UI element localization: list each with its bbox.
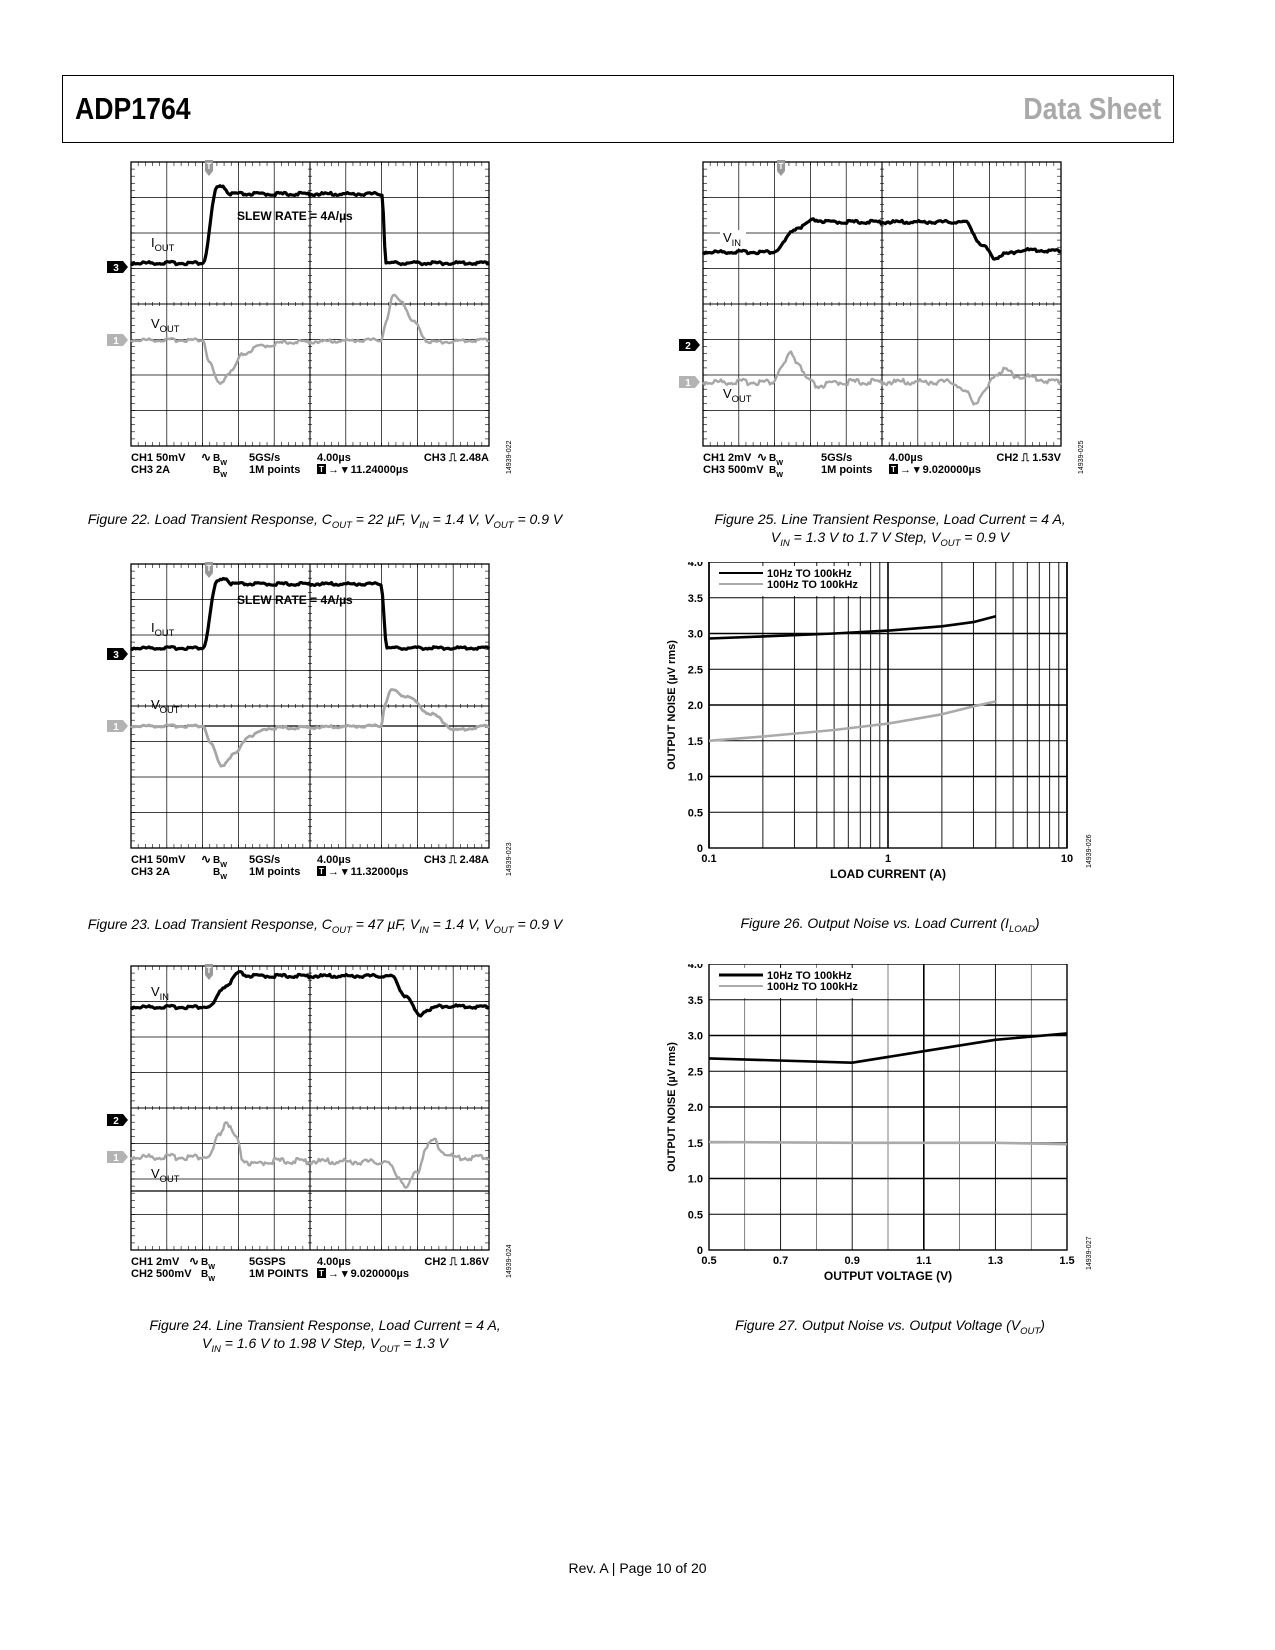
scope-plot — [677, 158, 1097, 488]
trigger-position-glyph: T — [319, 867, 324, 876]
caption-sub: IN — [211, 1343, 221, 1355]
y-tick-label: 4.0 — [687, 562, 703, 569]
series-line — [709, 616, 996, 638]
label-main: I — [151, 620, 155, 635]
label-main: V — [151, 984, 160, 999]
trigger-delay: → ▾ 9.020000µs — [328, 1268, 409, 1280]
channel-marker-number: 1 — [113, 1153, 119, 1164]
scope-grid-group — [703, 160, 1061, 446]
label-sub: OUT — [159, 705, 180, 715]
legend-entry: 100Hz TO 100kHz — [767, 579, 858, 591]
y-tick-label: 4.0 — [687, 964, 703, 971]
channel-2-setting: CH3 2A — [131, 866, 171, 878]
y-tick-label: 2.5 — [687, 664, 703, 677]
caption-sub: IN — [780, 537, 790, 549]
figure-24-scope — [105, 962, 525, 1297]
trigger-marker-glyph: T — [206, 564, 212, 573]
caption-sub: OUT — [1020, 1325, 1041, 1337]
caption-text: V — [770, 529, 781, 545]
trigger-setting: CH2 ⎍ 1.53V — [996, 452, 1061, 464]
trigger-position-glyph: T — [319, 465, 324, 474]
caption-sub: OUT — [493, 924, 514, 936]
x-tick-label: 10 — [1060, 853, 1074, 865]
page-header — [62, 75, 1174, 143]
y-tick-label: 2.0 — [687, 700, 703, 712]
figure-25-caption — [660, 510, 1120, 553]
trigger-marker-glyph: T — [778, 162, 784, 171]
y-tick-label: 0.5 — [687, 807, 703, 820]
channel-marker-number: 2 — [113, 1116, 119, 1127]
caption-text: = 1.3 V — [399, 1335, 448, 1351]
caption-text: Figure 26. Output Noise vs. Load Current (I — [740, 915, 1009, 931]
caption-text: Figure 23. Load Transient Response, C — [87, 916, 332, 932]
figure-26-chart — [665, 562, 1125, 907]
channel-marker-number: 1 — [685, 378, 691, 389]
caption-sub: OUT — [331, 519, 352, 531]
y-tick-label: 3.0 — [687, 628, 703, 641]
caption-line — [80, 1334, 570, 1359]
figure-23-caption — [80, 915, 570, 940]
y-tick-label: 1.0 — [687, 771, 703, 784]
product-name: ADP1764 — [75, 91, 191, 126]
scope-plot — [105, 962, 525, 1292]
label-main: V — [151, 1166, 160, 1181]
y-tick-label: 2.0 — [687, 1102, 703, 1114]
label-sub: W — [220, 872, 228, 881]
legend-entry: 10Hz TO 100kHz — [767, 970, 852, 982]
bandwidth-label — [213, 867, 227, 881]
x-tick-label: 0.5 — [701, 1255, 717, 1267]
slew-rate-annotation: SLEW RATE = 4A/µs — [237, 593, 353, 607]
figure-26-caption — [660, 914, 1120, 939]
x-tick-label: 1.5 — [1059, 1255, 1075, 1267]
y-tick-label: 2.5 — [687, 1066, 703, 1079]
sample-rate: 5GS/s — [821, 452, 853, 464]
channel-marker-number: 1 — [113, 722, 119, 733]
upper-trace-label — [151, 620, 175, 638]
caption-sub: OUT — [940, 537, 961, 549]
y-tick-label: 1.5 — [687, 1137, 703, 1150]
trigger-arrow-icon — [205, 573, 213, 578]
caption-text: = 1.3 V to 1.7 V Step, V — [789, 529, 941, 545]
label-sub: W — [208, 1274, 216, 1283]
label-sub: OUT — [159, 324, 180, 334]
series-line — [709, 1142, 1067, 1144]
figure-code: 14939-027 — [1086, 1236, 1093, 1270]
figure-code: 14939-025 — [1078, 440, 1085, 474]
record-length: 1M points — [249, 866, 301, 878]
y-tick-label: 0 — [696, 843, 703, 855]
label-main: B — [213, 465, 221, 476]
timebase: 4.00µs — [317, 854, 351, 866]
caption-sub: OUT — [493, 519, 514, 531]
lower-trace-label — [151, 316, 180, 334]
lower-trace-label — [151, 697, 180, 715]
bandwidth-icon: ∿ — [201, 450, 212, 464]
label-sub: W — [220, 458, 228, 467]
timebase: 4.00µs — [317, 1256, 351, 1268]
scope-grid-group — [131, 964, 489, 1250]
bandwidth-icon: ∿ — [757, 450, 768, 464]
y-tick-label: 3.5 — [687, 592, 703, 605]
plot-area — [709, 562, 1067, 848]
noise-chart — [665, 562, 1125, 902]
page-footer: Rev. A | Page 10 of 20 — [568, 1560, 707, 1576]
record-length: 1M points — [821, 464, 873, 476]
x-axis-title: OUTPUT VOLTAGE (V) — [823, 1269, 953, 1283]
label-main: B — [213, 855, 221, 866]
label-sub: OUT — [154, 243, 175, 253]
channel-1-setting: CH1 50mV — [131, 452, 186, 464]
y-tick-label: 3.0 — [687, 1030, 703, 1043]
y-axis-title: OUTPUT NOISE (µV rms) — [666, 640, 678, 770]
label-main: V — [151, 316, 160, 331]
label-sub: W — [776, 458, 784, 467]
channel-1-setting: CH1 50mV — [131, 854, 186, 866]
scope-plot — [105, 560, 525, 890]
channel-1-setting: CH1 2mV — [131, 1256, 180, 1268]
label-sub: W — [776, 470, 784, 479]
figure-27-chart — [665, 964, 1125, 1309]
channel-marker-number: 1 — [113, 336, 119, 347]
x-tick-label: 0.7 — [772, 1255, 789, 1267]
label-main: V — [723, 230, 732, 245]
caption-text: = 0.9 V — [960, 529, 1010, 545]
channel-1-setting: CH1 2mV — [703, 452, 752, 464]
caption-text: ) — [1040, 1317, 1045, 1333]
y-tick-label: 0 — [696, 1245, 703, 1257]
label-main: B — [201, 1257, 209, 1268]
label-sub: OUT — [731, 394, 752, 404]
x-tick-label: 1.3 — [987, 1255, 1004, 1267]
channel-2-setting: CH3 500mV — [703, 464, 764, 476]
figure-27-caption — [660, 1316, 1120, 1341]
y-tick-label: 3.5 — [687, 994, 703, 1007]
figure-22-scope — [105, 158, 525, 493]
figure-code: 14939-022 — [506, 440, 513, 474]
upper-trace-label — [151, 235, 175, 253]
caption-text: = 1.6 V to 1.98 V Step, V — [220, 1335, 380, 1351]
bandwidth-icon: ∿ — [201, 852, 212, 866]
timebase: 4.00µs — [317, 452, 351, 464]
caption-text: Figure 27. Output Noise vs. Output Voltage (V — [735, 1317, 1021, 1333]
label-main: B — [213, 453, 221, 464]
caption-text: Figure 22. Load Transient Response, C — [87, 511, 332, 527]
bandwidth-label — [769, 465, 783, 479]
y-axis-title: OUTPUT NOISE (µV rms) — [666, 1042, 678, 1172]
trigger-arrow-icon — [205, 975, 213, 980]
caption-text: = 1.4 V, V — [428, 916, 494, 932]
trigger-arrow-icon — [205, 171, 213, 176]
noise-chart — [665, 964, 1125, 1304]
caption-sub: IN — [419, 924, 429, 936]
bandwidth-label — [213, 465, 227, 479]
label-main: B — [213, 867, 221, 878]
label-main: V — [723, 386, 732, 401]
caption-line: Figure 24. Line Transient Response, Load Current = 4 A, — [149, 1317, 501, 1333]
caption-text: V — [202, 1335, 212, 1351]
x-tick-label: 1.1 — [916, 1255, 932, 1267]
label-sub: IN — [731, 238, 742, 248]
figure-25-scope — [677, 158, 1097, 493]
trigger-delay: → ▾ 11.32000µs — [328, 866, 409, 878]
lower-trace-label — [151, 1166, 180, 1184]
y-tick-label: 1.0 — [687, 1173, 703, 1186]
y-tick-label: 1.5 — [687, 735, 703, 748]
trigger-setting: CH3 ⎍ 2.48A — [423, 854, 489, 866]
sample-rate: 5GSPS — [249, 1256, 286, 1268]
figure-24-caption — [80, 1316, 570, 1359]
plot-area — [709, 964, 1067, 1250]
trigger-setting: CH3 ⎍ 2.48A — [423, 452, 489, 464]
caption-text: ) — [1034, 915, 1040, 931]
caption-sub: IN — [419, 519, 429, 531]
y-tick-label: 0.5 — [687, 1209, 703, 1222]
trigger-marker-glyph: T — [206, 162, 212, 171]
label-sub: W — [208, 1262, 216, 1271]
trigger-arrow-icon — [777, 171, 785, 176]
caption-text: = 1.4 V, V — [428, 511, 494, 527]
label-sub: IN — [159, 992, 170, 1002]
label-sub: OUT — [159, 1174, 180, 1184]
legend-entry: 10Hz TO 100kHz — [767, 568, 852, 580]
label-sub: W — [220, 470, 228, 479]
figure-code: 14939-023 — [506, 842, 513, 876]
trigger-position-glyph: T — [891, 465, 896, 474]
x-tick-label: 0.1 — [701, 853, 717, 865]
caption-sub: OUT — [379, 1343, 400, 1355]
x-axis-title: LOAD CURRENT (A) — [830, 867, 946, 881]
channel-2-setting: CH3 2A — [131, 464, 171, 476]
bandwidth-label — [201, 1269, 215, 1283]
label-sub: W — [220, 860, 228, 869]
label-main: I — [151, 235, 155, 250]
figure-code: 14939-026 — [1086, 834, 1093, 868]
series-line — [709, 701, 996, 740]
x-tick-label: 0.9 — [844, 1255, 860, 1267]
channel-marker-number: 3 — [113, 650, 119, 661]
figure-23-scope — [105, 560, 525, 895]
scope-grid-group — [131, 160, 489, 446]
caption-sub: OUT — [331, 924, 352, 936]
scope-plot — [105, 158, 525, 488]
x-tick-label: 1 — [884, 853, 892, 865]
caption-text: = 0.9 V — [513, 916, 563, 932]
caption-line — [660, 528, 1120, 553]
caption-text: = 47 µF, V — [351, 916, 420, 932]
label-main: B — [769, 465, 777, 476]
slew-rate-annotation: SLEW RATE = 4A/µs — [237, 209, 353, 223]
figure-22-caption — [80, 510, 570, 535]
channel-2-setting: CH2 500mV — [131, 1268, 192, 1280]
label-main: B — [201, 1269, 209, 1280]
trigger-setting: CH2 ⎍ 1.86V — [424, 1256, 489, 1268]
doc-type: Data Sheet — [1023, 91, 1161, 126]
caption-text: = 22 µF, V — [351, 511, 420, 527]
trigger-delay: → ▾ 11.24000µs — [328, 464, 409, 476]
upper-trace-label — [151, 984, 169, 1002]
caption-line: Figure 25. Line Transient Response, Load Current = 4 A, — [714, 511, 1066, 527]
sample-rate: 5GS/s — [249, 452, 281, 464]
label-sub: OUT — [154, 628, 175, 638]
trigger-position-glyph: T — [319, 1269, 324, 1278]
channel-marker-number: 2 — [685, 341, 691, 352]
trigger-marker-glyph: T — [206, 966, 212, 975]
legend-entry: 100Hz TO 100kHz — [767, 981, 858, 993]
lower-trace-label — [723, 386, 752, 404]
timebase: 4.00µs — [889, 452, 923, 464]
label-main: V — [151, 697, 160, 712]
record-length: 1M POINTS — [249, 1268, 309, 1280]
caption-text: = 0.9 V — [513, 511, 563, 527]
label-main: B — [769, 453, 777, 464]
bandwidth-icon: ∿ — [189, 1254, 200, 1268]
sample-rate: 5GS/s — [249, 854, 281, 866]
scope-grid-group — [131, 562, 489, 848]
figure-code: 14939-024 — [506, 1244, 513, 1278]
channel-marker-number: 3 — [113, 263, 119, 274]
caption-sub: LOAD — [1008, 923, 1035, 935]
trigger-delay: → ▾ 9.020000µs — [900, 464, 981, 476]
record-length: 1M points — [249, 464, 301, 476]
